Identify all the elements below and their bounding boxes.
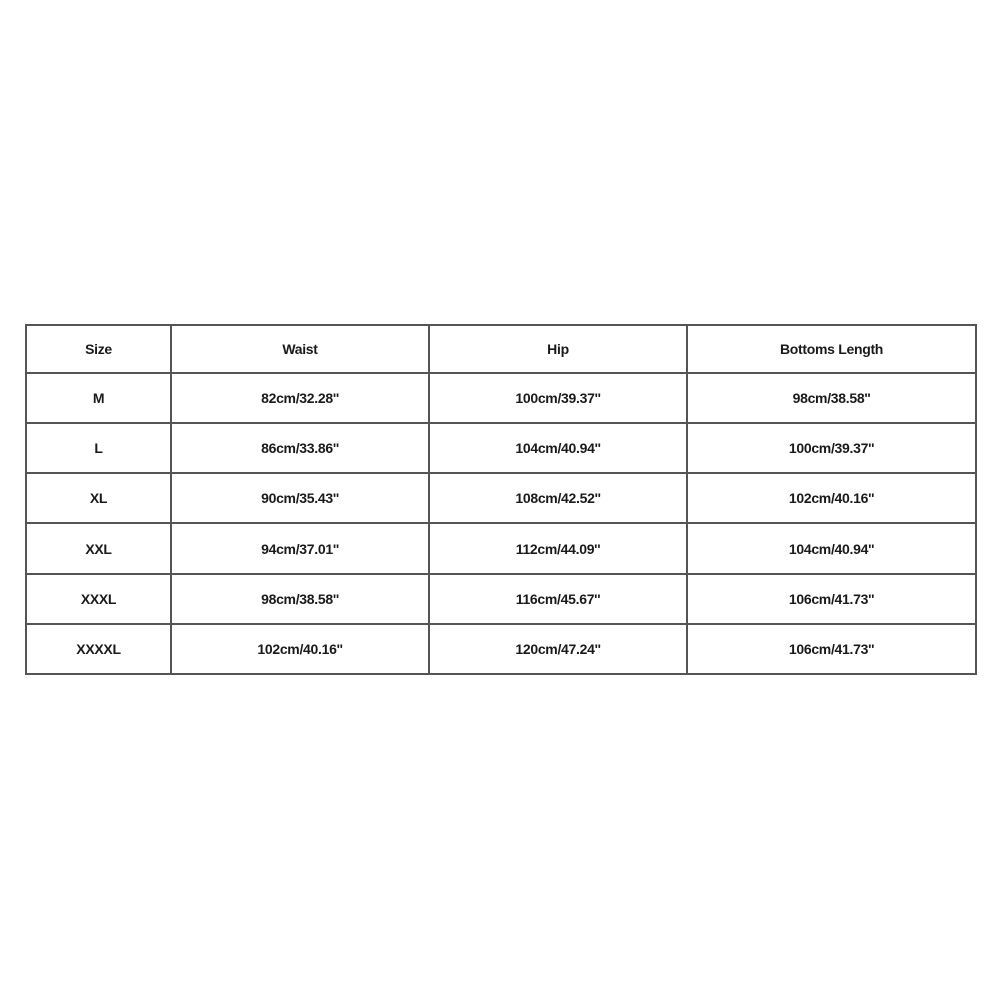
table-row <box>26 423 976 473</box>
cell-bottoms-length: 106cm/41.73'' <box>687 574 976 624</box>
cell-hip: 112cm/44.09'' <box>429 523 687 573</box>
cell-waist: 98cm/38.58'' <box>171 574 429 624</box>
cell-size: XXXXL <box>26 624 171 674</box>
table-row <box>26 373 976 423</box>
cell-bottoms-length: 106cm/41.73'' <box>687 624 976 674</box>
header-hip: Hip <box>429 325 687 373</box>
cell-size: XL <box>26 473 171 523</box>
cell-hip: 108cm/42.52'' <box>429 473 687 523</box>
table-row <box>26 473 976 523</box>
cell-bottoms-length: 102cm/40.16'' <box>687 473 976 523</box>
header-bottoms-length: Bottoms Length <box>687 325 976 373</box>
cell-waist: 82cm/32.28'' <box>171 373 429 423</box>
table-row <box>26 574 976 624</box>
cell-waist: 90cm/35.43'' <box>171 473 429 523</box>
cell-size: XXL <box>26 523 171 573</box>
cell-bottoms-length: 104cm/40.94'' <box>687 523 976 573</box>
cell-bottoms-length: 100cm/39.37'' <box>687 423 976 473</box>
cell-size: L <box>26 423 171 473</box>
cell-hip: 104cm/40.94'' <box>429 423 687 473</box>
size-chart-table <box>25 324 977 675</box>
table-row <box>26 523 976 573</box>
cell-waist: 102cm/40.16'' <box>171 624 429 674</box>
cell-bottoms-length: 98cm/38.58'' <box>687 373 976 423</box>
cell-hip: 116cm/45.67'' <box>429 574 687 624</box>
table-row <box>26 624 976 674</box>
table-header-row <box>26 325 976 373</box>
header-size: Size <box>26 325 171 373</box>
cell-waist: 86cm/33.86'' <box>171 423 429 473</box>
cell-hip: 120cm/47.24'' <box>429 624 687 674</box>
cell-waist: 94cm/37.01'' <box>171 523 429 573</box>
cell-hip: 100cm/39.37'' <box>429 373 687 423</box>
header-waist: Waist <box>171 325 429 373</box>
cell-size: M <box>26 373 171 423</box>
cell-size: XXXL <box>26 574 171 624</box>
